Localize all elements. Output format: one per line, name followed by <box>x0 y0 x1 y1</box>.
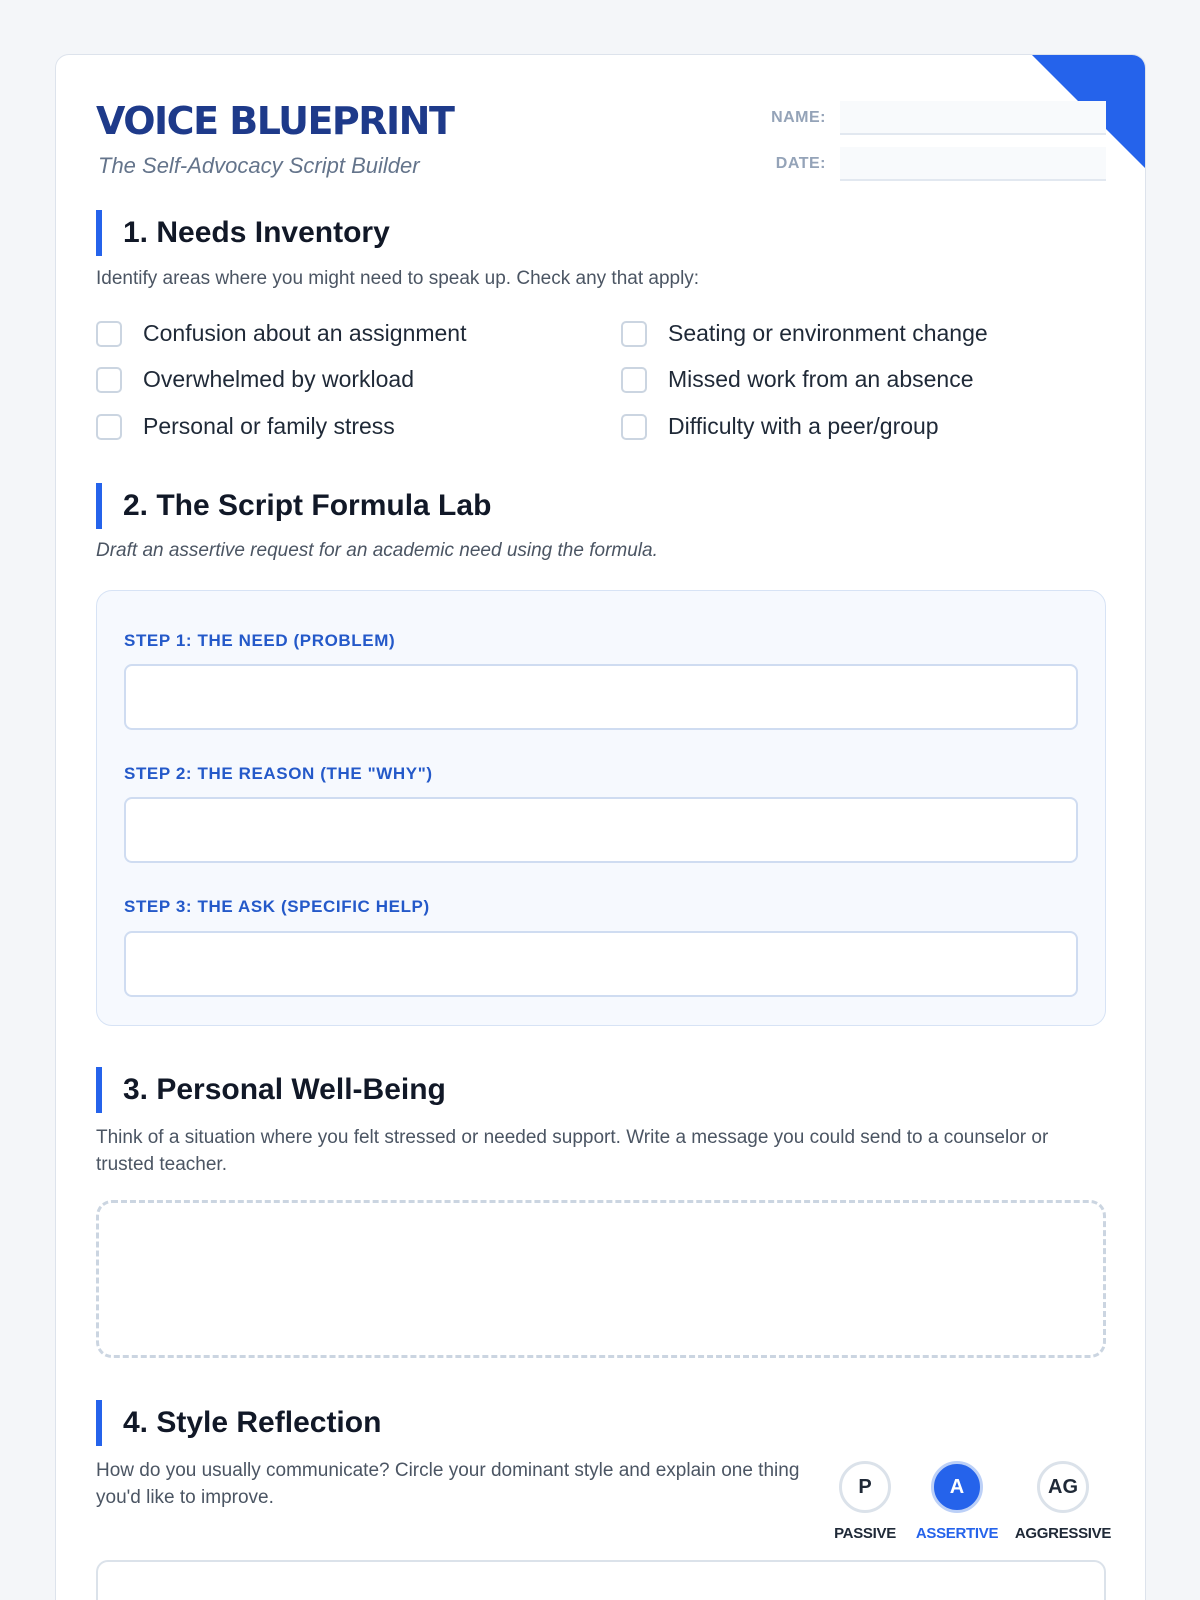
checkbox-label: Confusion about an assignment <box>143 320 467 346</box>
step-1-label: STEP 1: THE NEED (PROBLEM) <box>124 631 396 650</box>
style-label: PASSIVE <box>834 1525 896 1542</box>
step-3-input[interactable] <box>124 931 1078 997</box>
section-title: 2. The Script Formula Lab <box>123 489 492 522</box>
section-needs-description: Identify areas where you might need to speak up. Check any that apply: <box>96 268 700 289</box>
date-label: DATE: <box>775 155 826 172</box>
step-2-label: STEP 2: THE REASON (THE "WHY") <box>124 764 433 783</box>
step-2-input[interactable] <box>124 797 1078 863</box>
section-bar <box>96 483 102 529</box>
section-title: 1. Needs Inventory <box>123 216 390 249</box>
style-label: AGGRESSIVE <box>1014 1525 1112 1542</box>
checkbox-label: Missed work from an absence <box>668 366 974 392</box>
section-wellbeing-description: Think of a situation where you felt stressed or needed support. Write a message you could send to a counselor or trusted teacher. <box>96 1127 1049 1175</box>
page-title: VOICE BLUEPRINT <box>96 99 454 143</box>
style-label: ASSERTIVE <box>915 1525 999 1542</box>
section-style-description: How do you usually communicate? Circle your dominant style and explain one thing you'd like to improve. <box>96 1460 800 1508</box>
step-1-input[interactable] <box>124 664 1078 730</box>
section-bar <box>96 1400 102 1446</box>
checkbox[interactable] <box>96 414 122 440</box>
checkbox-item[interactable] <box>96 319 576 349</box>
script-formula-panel <box>96 590 1106 1026</box>
section-title: 3. Personal Well-Being <box>123 1073 446 1106</box>
checkbox-label: Seating or environment change <box>668 320 988 346</box>
section-bar <box>96 210 102 256</box>
name-field[interactable] <box>840 101 1106 135</box>
worksheet-header <box>96 99 1106 189</box>
wellbeing-message-area[interactable] <box>96 1200 1106 1358</box>
checkbox-item[interactable] <box>96 365 576 395</box>
section-title: 4. Style Reflection <box>123 1406 382 1439</box>
checkbox-item[interactable] <box>96 412 576 442</box>
name-label: NAME: <box>771 109 826 126</box>
section-script-description: Draft an assertive request for an academic need using the formula. <box>96 540 658 561</box>
checkbox-item[interactable] <box>621 365 1061 395</box>
checkbox[interactable] <box>96 321 122 347</box>
style-circle[interactable]: P <box>839 1461 891 1513</box>
section-bar <box>96 1067 102 1113</box>
worksheet-page <box>55 54 1146 1600</box>
checkbox[interactable] <box>621 367 647 393</box>
style-circle[interactable]: A <box>931 1461 983 1513</box>
checkbox[interactable] <box>96 367 122 393</box>
date-row <box>746 147 1106 181</box>
checkbox[interactable] <box>621 321 647 347</box>
style-option-assertive[interactable] <box>902 1461 1012 1551</box>
checkbox[interactable] <box>621 414 647 440</box>
date-field[interactable] <box>840 147 1106 181</box>
checkbox-item[interactable] <box>621 319 1061 349</box>
step-3-label: STEP 3: THE ASK (SPECIFIC HELP) <box>124 897 430 916</box>
style-option-aggressive[interactable] <box>1008 1461 1118 1551</box>
checkbox-label: Overwhelmed by workload <box>143 366 415 392</box>
checkbox-label: Difficulty with a peer/group <box>668 413 939 439</box>
page-subtitle: The Self-Advocacy Script Builder <box>98 153 420 178</box>
name-row <box>746 101 1106 135</box>
style-circle[interactable]: AG <box>1037 1461 1089 1513</box>
checkbox-label: Personal or family stress <box>143 413 395 439</box>
style-reflection-input[interactable] <box>96 1560 1106 1600</box>
checkbox-item[interactable] <box>621 412 1061 442</box>
